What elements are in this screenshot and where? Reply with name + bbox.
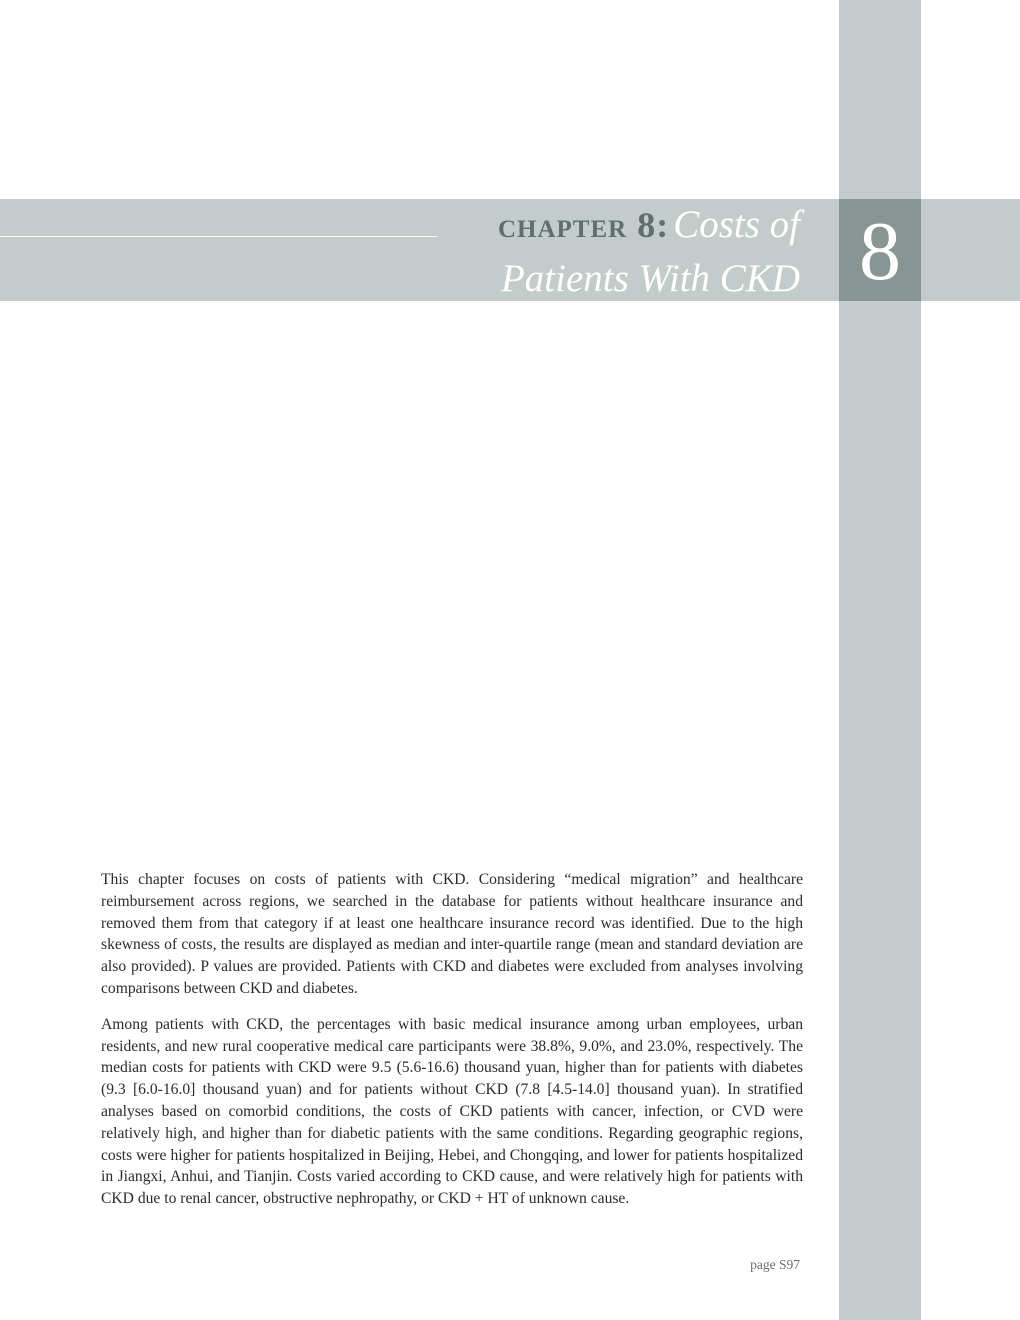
chapter-title-line-1: [498, 202, 800, 256]
paragraph-summary: Among patients with CKD, the percentages with basic medical insurance among urban employees, urban residents, and new rural cooperative medical care participants were 38.8%, 9.0%, and 23.0%, respectively. The median costs for patients with CKD were 9.5 (5.6-16.6) thousand yuan, higher than for patients with diabetes (9.3 [6.0-16.0] thousand yuan) and for patients without CKD (7.8 [4.5-14.0] thousand yuan). In stratified analyses based on comorbid conditions, the costs of CKD patients with cancer, infection, or CVD were relatively high, and higher than for diabetic patients with the same conditions. Regarding geographic regions, costs were higher for patients hospitalized in Beijing, Hebei, and Chongqing, and lower for patients hospitalized in Jiangxi, Anhui, and Tianjin. Costs varied according to CKD cause, and were relatively high for patients with CKD due to renal cancer, obstructive nephropathy, or CKD + HT of unknown cause.: [101, 1015, 803, 1208]
paragraph-intro: This chapter focuses on costs of patients with CKD. Considering “medical migration” and healthcare reimbursement across regions, we searched in the database for patients without healthcare insurance and removed them from that category if at least one healthcare insurance record was identified. Due to the high skewness of costs, the results are displayed as median and inter-quartile range (mean and standard deviation are also provided). P values are provided. Patients with CKD and diabetes were excluded from analyses involving comparisons between CKD and diabetes.: [101, 871, 803, 997]
chapter-title: [498, 202, 800, 302]
side-strip: [839, 0, 921, 1320]
chapter-label: chapter 8:: [497, 205, 670, 245]
chapter-heading-line-2: Patients With CKD: [500, 257, 800, 300]
chapter-number: 8: [859, 205, 901, 298]
chapter-number-box: [839, 199, 921, 301]
body-text: [101, 869, 803, 1224]
page-number: page S97: [750, 1257, 800, 1272]
band-rule: [0, 236, 437, 237]
chapter-heading-line-1: Costs of: [673, 203, 800, 246]
